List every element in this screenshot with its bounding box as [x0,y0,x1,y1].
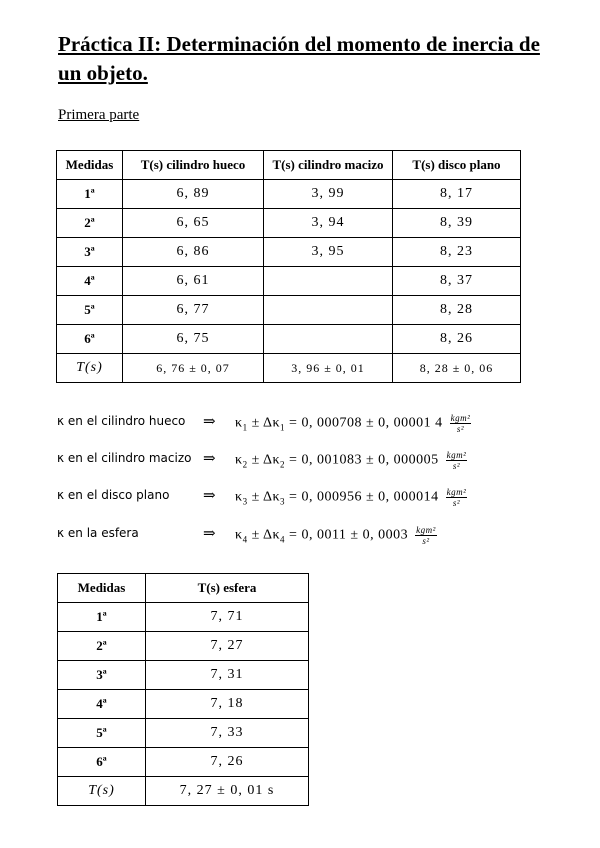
cell: 6, 86 [123,238,264,267]
kappa-expression: $\kappa_4 \pm \Delta\kappa_4 = 0$, 0011 ± 0, 0003 $\frac{\text{kgm²}}{\text{s²}}$ [235,525,436,546]
table-row [57,296,521,325]
kappa-value: = 0, 0011 ± 0, 0003 [285,527,413,543]
row-label: 3ª [58,661,146,690]
cell: 7, 33 [146,719,309,748]
kappa-index: 2 [280,459,286,470]
kappa-expression: $\kappa_3 \pm \Delta\kappa_3 = 0$, 000956 ± 0, 000014 $\frac{\text{kgm²}}{\text{s²}}$ [235,487,467,508]
kappa-value: = 0, 000708 ± 0, 00001 4 [285,415,447,431]
cell: 8, 23 [393,238,521,267]
table-row [58,661,309,690]
table-row [58,748,309,777]
table-header-row [58,574,309,603]
table-header-row [57,151,521,180]
page-title: Práctica II: Determinación del momento de inercia de un objeto. [58,32,540,85]
row-label: 2ª [57,209,123,238]
cell: 8, 26 [393,325,521,354]
kappa-symbol: κ [272,527,281,543]
unit-numerator: kgm² [446,487,467,497]
unit-fraction [415,525,437,546]
result-label: T(s) [57,354,123,383]
cell: 3, 99 [264,180,393,209]
cell: 8, 17 [393,180,521,209]
cell: 3, 95 [264,238,393,267]
table-row [58,690,309,719]
unit-denominator: s² [452,461,461,471]
cell: 8, 28 [393,296,521,325]
row-label: 5ª [58,719,146,748]
implies-icon: ⇒ [203,488,216,504]
row-label: 4ª [58,690,146,719]
kappa-expression: $\kappa_1 \pm \Delta\kappa_1 = 0$, 000708 ± 0, 00001 4 $\frac{\text{kgm²}}{\text{s²}}$ [235,413,471,434]
header-cilindro-macizo: T(s) cilindro macizo [264,151,393,180]
cell: 7, 31 [146,661,309,690]
unit-fraction [450,413,472,434]
unit-fraction [446,450,468,471]
kappa-expression: $\kappa_2 \pm \Delta\kappa_2 = 0$, 001083 ± 0, 000005 $\frac{\text{kgm²}}{\text{s²}}$ [235,450,467,471]
result-row [57,354,521,383]
kappa-index: 4 [242,534,248,545]
header-medidas: Medidas [58,574,146,603]
kappa-symbol: κ [235,452,243,468]
row-label: 1ª [58,603,146,632]
result-row [58,777,309,806]
unit-numerator: kgm² [446,450,467,460]
kappa-label: κ en la esfera [57,526,139,540]
implies-icon: ⇒ [203,414,216,430]
row-label: 5ª [57,296,123,325]
kappa-index: 1 [242,422,248,433]
table-row [57,238,521,267]
table-row [57,209,521,238]
row-label: 3ª [57,238,123,267]
row-label: 6ª [58,748,146,777]
table-row [57,325,521,354]
kappa-symbol: κ [235,415,243,431]
result-cell: 3, 96 ± 0, 01 [264,354,393,383]
kappa-value: = 0, 001083 ± 0, 000005 [285,452,443,468]
cell [264,267,393,296]
periods-table [56,150,521,383]
unit-fraction [446,487,468,508]
kappa-value: = 0, 000956 ± 0, 000014 [285,489,443,505]
unit-denominator: s² [456,424,465,434]
cell: 7, 18 [146,690,309,719]
cell: 7, 71 [146,603,309,632]
row-label: 4ª [57,267,123,296]
result-label: T(s) [58,777,146,806]
unit-numerator: kgm² [450,413,471,423]
kappa-index: 3 [242,496,248,507]
row-label: 2ª [58,632,146,661]
cell: 8, 39 [393,209,521,238]
result-cell: 7, 27 ± 0, 01 s [146,777,309,806]
cell: 3, 94 [264,209,393,238]
implies-icon: ⇒ [203,526,216,542]
header-cilindro-hueco: T(s) cilindro hueco [123,151,264,180]
kappa-symbol: κ [272,415,281,431]
cell: 8, 37 [393,267,521,296]
cell: 7, 27 [146,632,309,661]
table-row [58,632,309,661]
unit-denominator: s² [452,498,461,508]
cell: 6, 65 [123,209,264,238]
kappa-symbol: κ [272,489,281,505]
cell [264,325,393,354]
section-subtitle: Primera parte [58,107,140,123]
sphere-periods-table [57,573,309,806]
cell [264,296,393,325]
kappa-index: 2 [242,459,248,470]
row-label: 6ª [57,325,123,354]
kappa-index: 4 [280,534,286,545]
table-row [57,267,521,296]
kappa-index: 3 [280,496,286,507]
header-esfera: T(s) esfera [146,574,309,603]
result-cell: 8, 28 ± 0, 06 [393,354,521,383]
row-label: 1ª [57,180,123,209]
kappa-label: κ en el disco plano [57,488,170,502]
kappa-symbol: κ [235,489,243,505]
table-row [58,603,309,632]
header-medidas: Medidas [57,151,123,180]
kappa-symbol: κ [272,452,281,468]
result-cell: 6, 76 ± 0, 07 [123,354,264,383]
cell: 6, 77 [123,296,264,325]
unit-numerator: kgm² [416,525,436,535]
table-row [58,719,309,748]
header-disco-plano: T(s) disco plano [393,151,521,180]
implies-icon: ⇒ [203,451,216,467]
kappa-symbol: κ [235,527,243,543]
cell: 6, 89 [123,180,264,209]
kappa-index: 1 [280,422,286,433]
kappa-label: κ en el cilindro hueco [57,414,186,428]
cell: 7, 26 [146,748,309,777]
table-row [57,180,521,209]
kappa-label: κ en el cilindro macizo [57,451,192,465]
cell: 6, 61 [123,267,264,296]
cell: 6, 75 [123,325,264,354]
unit-denominator: s² [422,536,430,546]
